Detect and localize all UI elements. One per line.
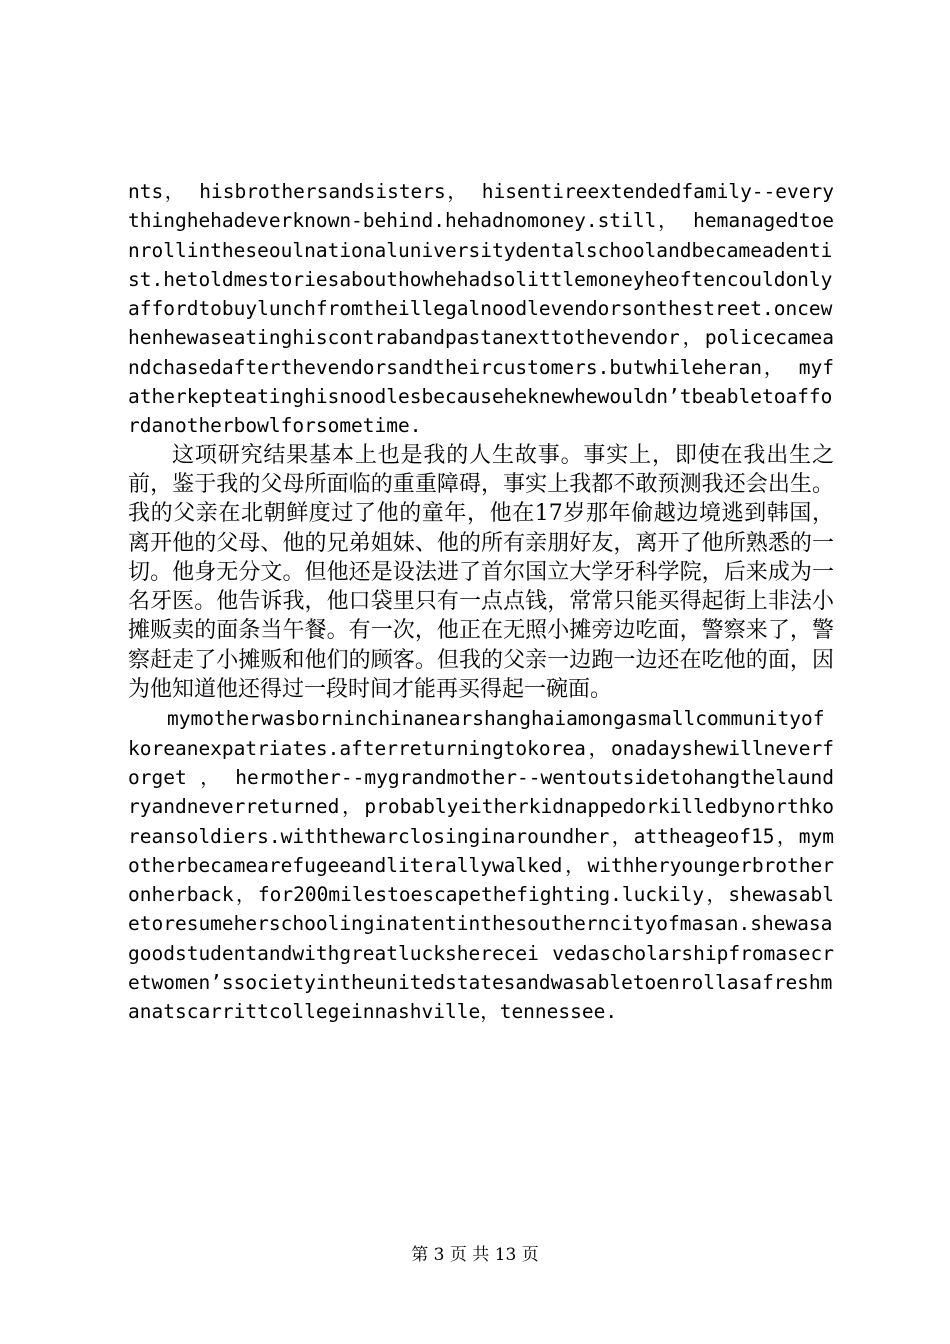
paragraph-english-2: mymotherwasborninchinanearshanghaiamongasmallcommunityofkoreanexpatriates.afterreturningtokorea，onadayshewillneverforget ， hermother--mygrandmother--wentoutsidetohangthelaundryandneverreturned，probablyeitherkidnappedorkilledbynorthkoreansoldiers.withthewarclosinginaroundher，attheageof15，mymotherbecamearefugeeandliterallywalked，withheryoungerbrotheronherback，for200milestoescapethefighting.luckily，shewasabletoresumeherschoolinginatentinthesoutherncityofmasan.shewasagoodstudentandwithgreatlucksherecei vedascholarshipfromasecretwomen’ssocietyintheunitedstatesandwasabletoenrollasafreshmanatscarrittcollegeinnashville，tennessee. xyxy=(128,707,834,1024)
document-body xyxy=(128,177,834,1027)
paragraph-chinese: 这项研究结果基本上也是我的人生故事。事实上，即使在我出生之前，鉴于我的父母所面临的重重障碍，事实上我都不敢预测我还会出生。我的父亲在北朝鲜度过了他的童年，他在17岁那年偷越边境逃到韩国，离开他的父母、他的兄弟姐妹、他的所有亲朋好友，离开了他所熟悉的一切。他身无分文。但他还是设法进了首尔国立大学牙科学院，后来成为一名牙医。他告诉我，他口袋里只有一点点钱，常常只能买得起街上非法小摊贩卖的面条当午餐。有一次，他正在无照小摊旁边吃面，警察来了，警察赶走了小摊贩和他们的顾客。但我的父亲一边跑一边还在吃他的面，因为他知道他还得过一段时间才能再买得起一碗面。 xyxy=(128,442,834,703)
paragraph-english-1: nts， hisbrothersandsisters， hisentireextendedfamily--everythinghehadeverknown-behind.hehadnomoney.still， hemanagedtoenrollintheseoulnationaluniversitydentalschoolandbecameadentist.hetoldmestoriesabouthowhehadsolittlemoneyheoftencouldonlyaffordtobuylunchfromtheillegalnoodlevendorsonthestreet.oncewhenhewaseatinghiscontrabandpastanexttothevendor，policecameandchasedafterthevendorsandtheircustomers.butwhileheran， myfatherkepteatinghisnoodlesbecauseheknewhewouldn’tbeabletoaffordanotherbowlforsometime. xyxy=(128,180,834,438)
page-number-footer: 第 3 页 共 13 页 xyxy=(411,1245,539,1265)
